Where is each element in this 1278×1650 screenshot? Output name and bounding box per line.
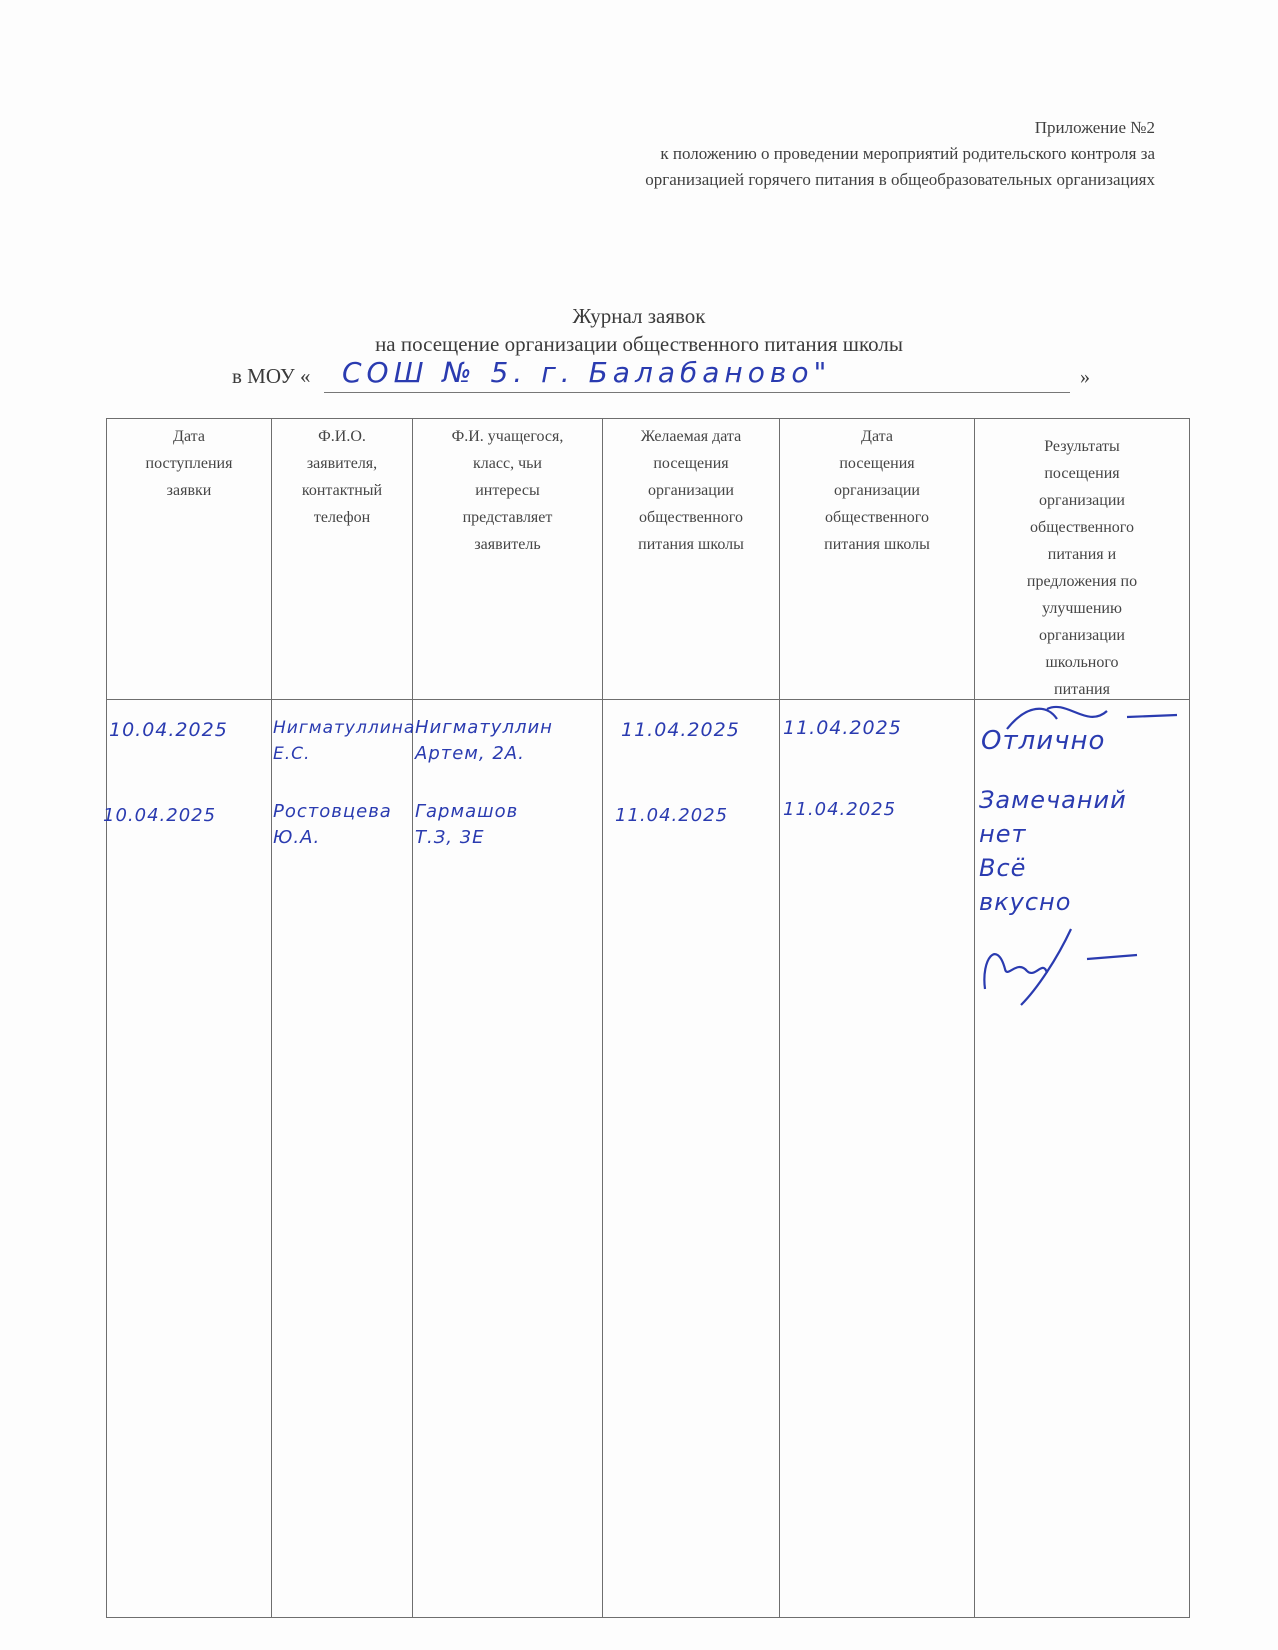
appendix-line-3: организацией горячего питания в общеобразовательных организациях	[645, 170, 1155, 189]
appendix-number: Приложение №2	[1034, 118, 1155, 137]
school-suffix: »	[1080, 366, 1090, 388]
column-divider	[271, 419, 272, 1617]
row2-student: Гармашов Т.З, 3Е	[415, 801, 519, 848]
header-student: Ф.И. учащегося, класс, чьи интересы представляет заявитель	[451, 428, 564, 553]
header-desired-date: Желаемая дата посещения организации общественного питания школы	[638, 428, 744, 553]
title-line-1: Журнал заявок	[572, 304, 706, 328]
school-prefix: в МОУ «	[232, 364, 311, 388]
row1-visit-date: 11.04.2025	[783, 717, 902, 739]
row1-applicant: Нигматуллина Е.С.	[273, 718, 416, 764]
row1-student: Нигматуллин Артем, 2А.	[415, 717, 553, 764]
appendix-line-2: к положению о проведении мероприятий родительского контроля за	[660, 144, 1155, 163]
title-line-2: на посещение организации общественного питания школы	[375, 332, 903, 356]
school-underline	[324, 392, 1070, 393]
row2-applicant: Ростовцева Ю.А.	[273, 801, 392, 848]
column-divider	[602, 419, 603, 1617]
school-name-handwritten: СОШ № 5. г. Балабаново"	[342, 356, 832, 389]
row2-result: Замечаний нет Всё вкусно	[979, 786, 1127, 916]
row2-desired-date: 11.04.2025	[615, 805, 729, 826]
journal-title	[0, 302, 1278, 358]
header-applicant: Ф.И.О. заявителя, контактный телефон	[301, 428, 383, 526]
header-results: Результаты посещения организации общественного питания и предложения по улучшению организации школьного питания	[1026, 438, 1138, 698]
row1-desired-date: 11.04.2025	[621, 719, 740, 741]
row1-result: Отлично	[981, 726, 1106, 756]
row2-visit-date: 11.04.2025	[783, 799, 897, 820]
row1-date-received: 10.04.2025	[109, 719, 228, 741]
row2-date-received: 10.04.2025	[103, 805, 217, 826]
school-line	[232, 356, 1092, 394]
signature-1	[987, 699, 1187, 739]
appendix-note	[645, 115, 1155, 193]
column-divider	[412, 419, 413, 1617]
header-visit-date: Дата посещения организации общественного питания школы	[824, 428, 930, 553]
signature-2	[977, 919, 1177, 1009]
column-divider	[779, 419, 780, 1617]
journal-table	[103, 418, 1190, 1618]
header-date-received: Дата поступления заявки	[145, 428, 233, 499]
